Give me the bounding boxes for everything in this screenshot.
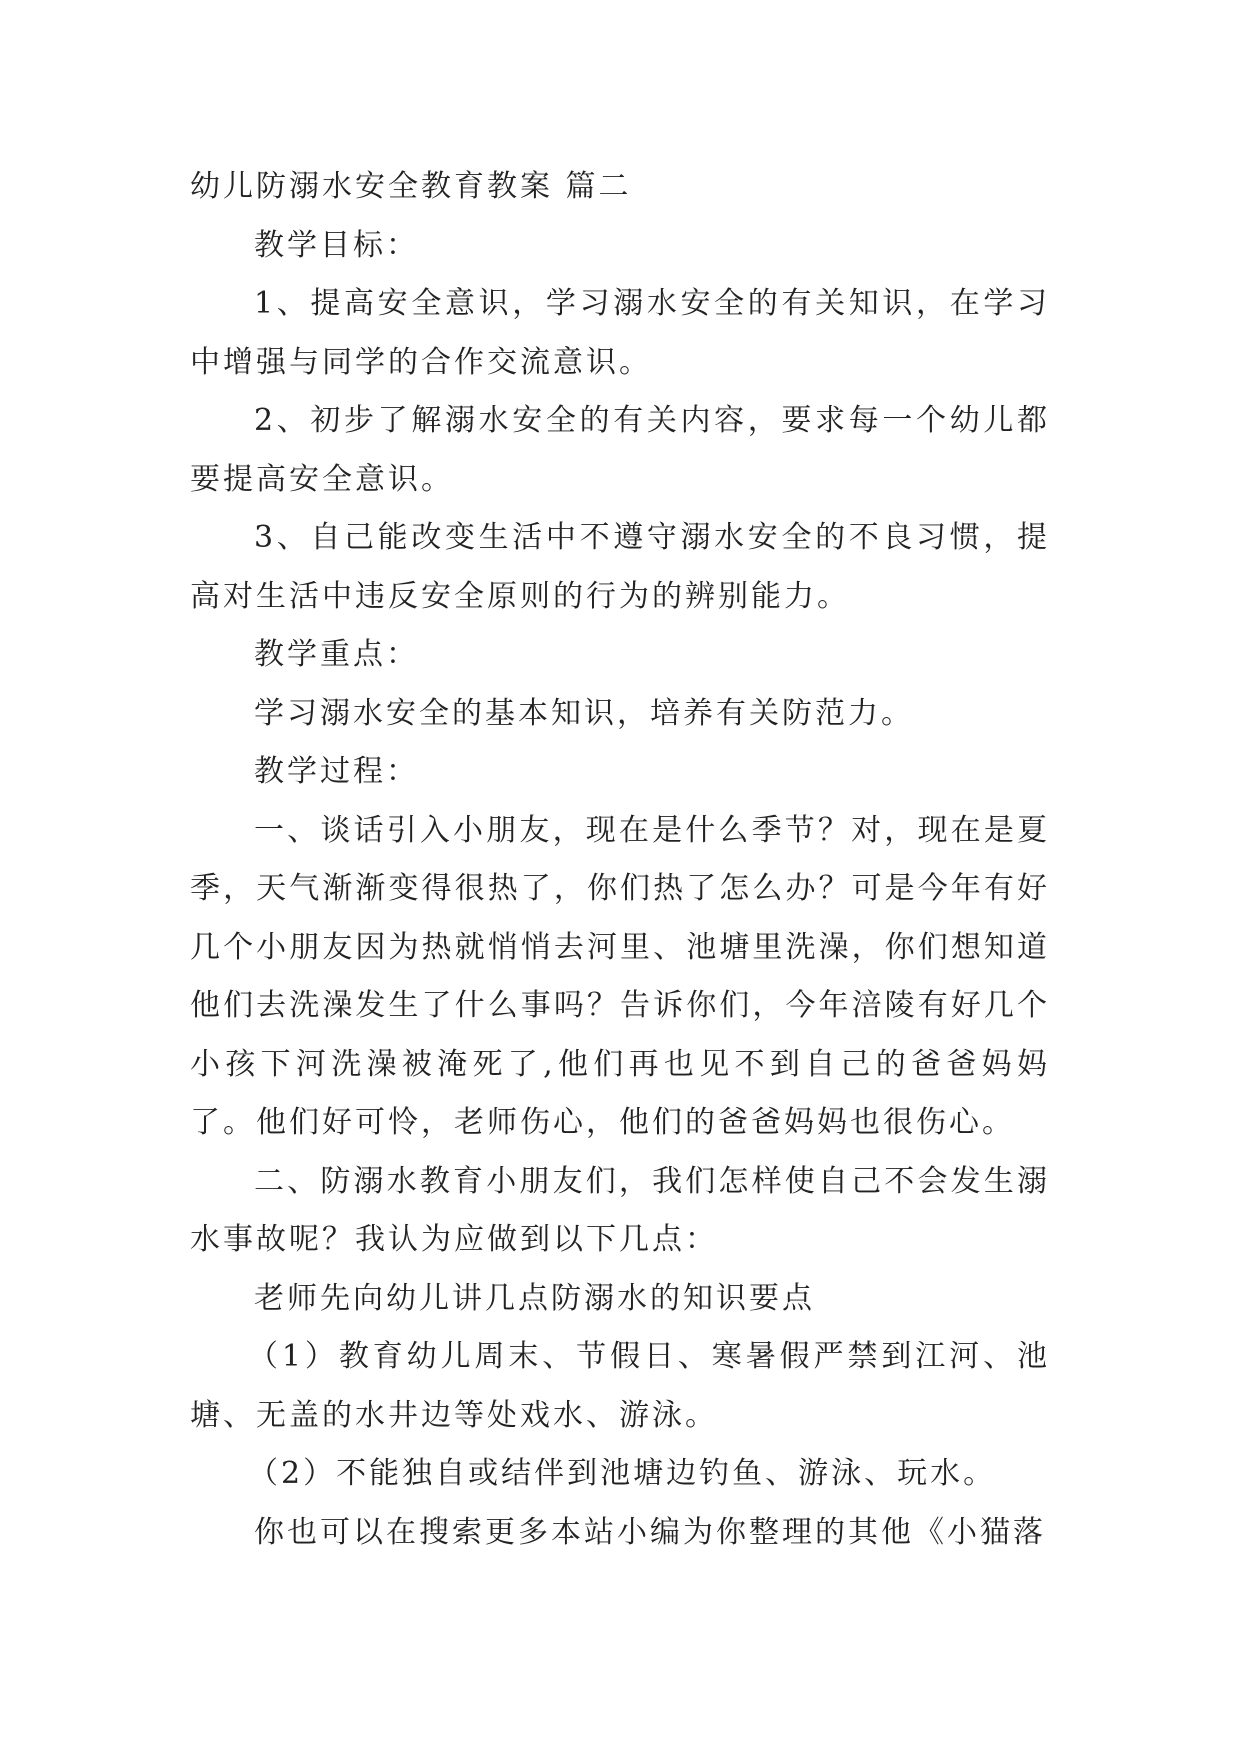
paragraph-point-2: （2）不能独自或结伴到池塘边钓鱼、游泳、玩水。 <box>248 1456 997 1491</box>
paragraph-key-points: 学习溺水安全的基本知识，培养有关防范力。 <box>254 695 914 731</box>
section-heading-key-points: 教学重点： <box>254 637 419 672</box>
paragraph-process-1: 一、谈话引入小朋友，现在是什么季节？对，现在是夏季，天气渐渐变得很热了，你们热了怎么办？可是今年有好几个小朋友因为热就悄悄去河里、池塘里洗澡，你们想知道他们去洗澡发生了什么事吗？告诉你们，今年涪陵有好几个小孩下河洗澡被淹死了,他们再也见不到自己的爸爸妈妈了。他们好可怜，老师伤心，他们的爸爸妈妈也很伤心。 <box>190 812 1050 1140</box>
section-heading-process: 教学过程： <box>254 754 419 789</box>
paragraph-process-2: 二、防溺水教育小朋友们，我们怎样使自己不会发生溺水事故呢？我认为应做到以下几点： <box>190 1163 1050 1257</box>
paragraph-point-1: （1）教育幼儿周末、节假日、寒暑假严禁到江河、池塘、无盖的水井边等处戏水、游泳。 <box>190 1339 1050 1433</box>
paragraph-objective-1: 1、提高安全意识，学习溺水安全的有关知识，在学习中增强与同学的合作交流意识。 <box>190 286 1050 380</box>
section-heading-objectives: 教学目标： <box>254 227 419 263</box>
paragraph-teacher-points: 老师先向幼儿讲几点防溺水的知识要点 <box>254 1280 815 1316</box>
paragraph-objective-3: 3、自己能改变生活中不遵守溺水安全的不良习惯，提高对生活中违反安全原则的行为的辨别能力。 <box>190 520 1050 614</box>
paragraph-objective-2: 2、初步了解溺水安全的有关内容，要求每一个幼儿都要提高安全意识。 <box>190 403 1050 497</box>
paragraph-more: 你也可以在搜索更多本站小编为你整理的其他《小猫落 <box>254 1514 1046 1550</box>
document-body <box>190 158 1050 1562</box>
document-title: 幼儿防溺水安全教育教案 篇二 <box>190 169 632 204</box>
